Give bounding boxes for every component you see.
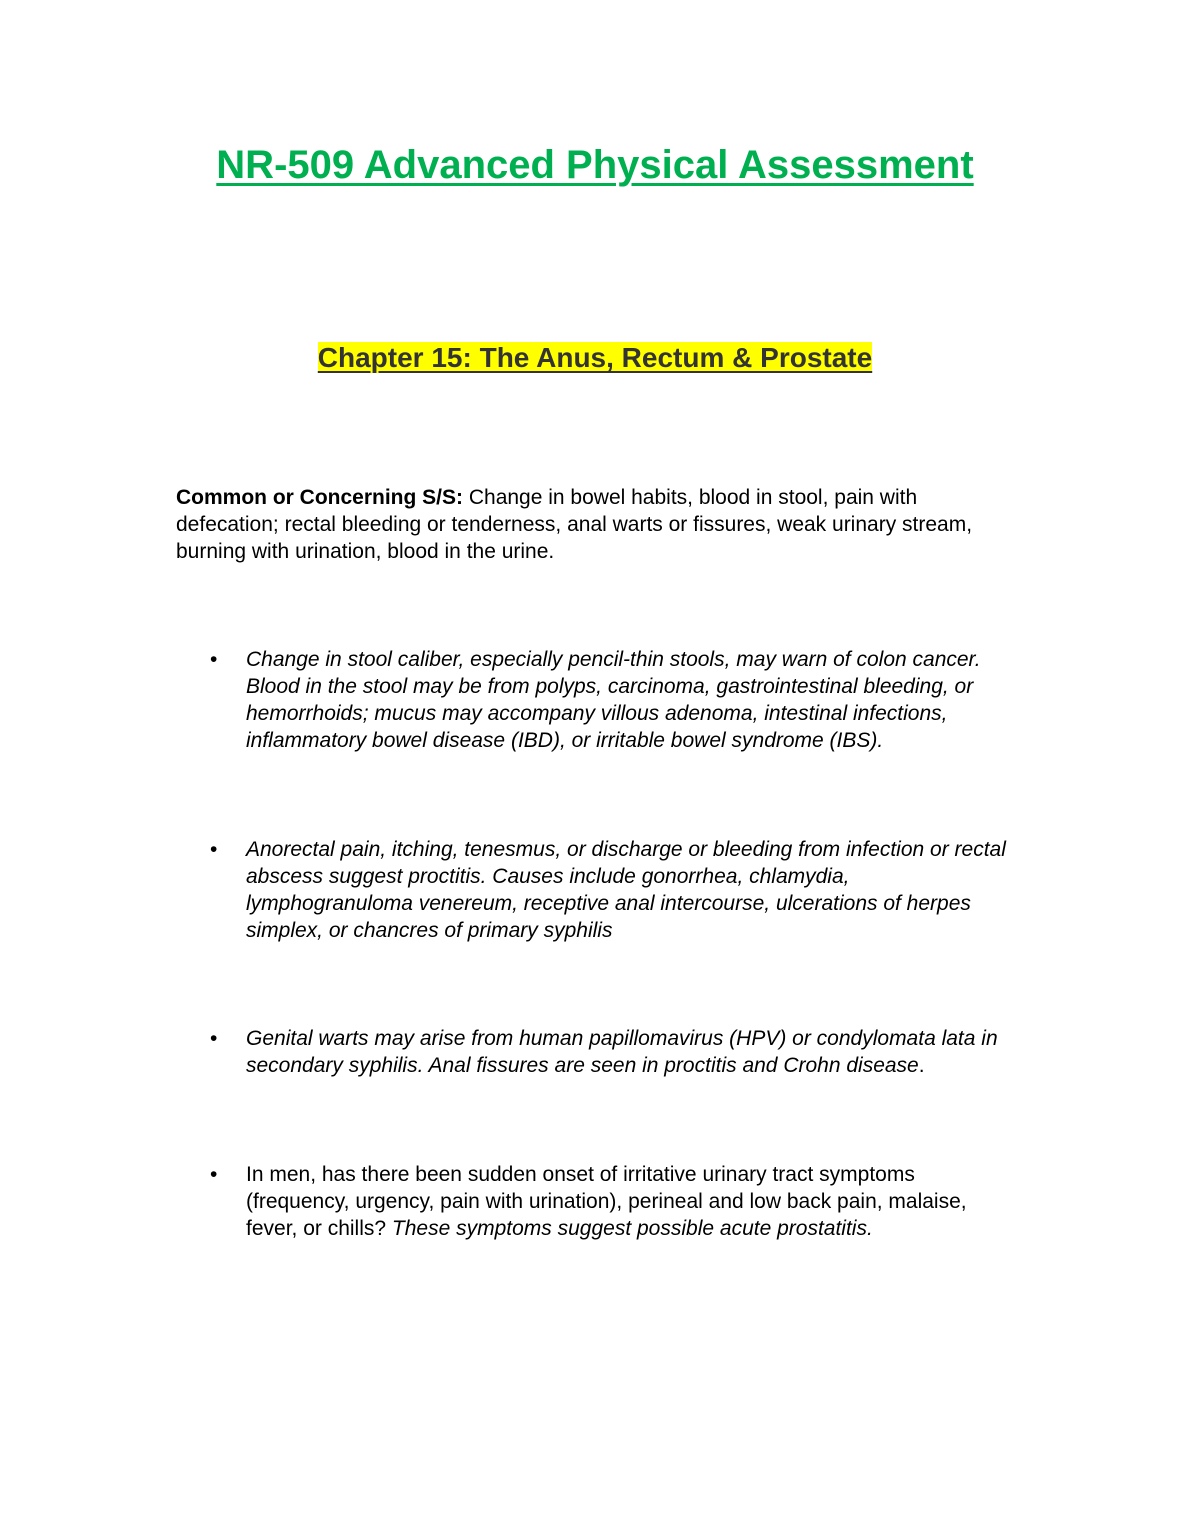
intro-text: Change in bowel habits, blood in stool, pain with defecation; rectal bleeding or tenderness, anal warts or fissures, weak urinary stream, burning with urination, blood in the urine. (176, 486, 973, 563)
bullet-dot-icon: • (210, 648, 218, 671)
bullet-item-genital-warts (210, 1025, 1020, 1079)
intro-label: Common or Concerning S/S: (176, 486, 464, 509)
bullet-item-stool-caliber (210, 646, 1020, 754)
bullet-text-plain: In men, has there been sudden onset of irritative urinary tract symptoms (frequency, urgency, pain with urination), perineal and low back pain, malaise, fever, or chills? (246, 1163, 967, 1240)
bullet-dot-icon: • (210, 1163, 218, 1186)
chapter-heading (0, 338, 1190, 378)
bullet-item-anorectal-pain (210, 836, 1020, 944)
bullet-text: Change in stool caliber, especially pencil-thin stools, may warn of colon cancer. Blood in the stool may be from polyps, carcinoma, gastrointestinal bleeding, or hemorrhoids; mucus may accompany villous adenoma, intestinal infections, inflammatory bowel disease (IBD), or irritable bowel syndrome (IBS). (246, 648, 981, 752)
bullet-text-italic: These symptoms suggest possible acute prostatitis. (391, 1217, 873, 1240)
document-title-text: NR-509 Advanced Physical Assessment (216, 143, 974, 187)
bullet-dot-icon: • (210, 838, 218, 861)
intro-paragraph (176, 484, 1016, 565)
bullet-text: Genital warts may arise from human papillomavirus (HPV) or condylomata lata in secondary syphilis. Anal fissures are seen in proctitis and Crohn disease (246, 1027, 998, 1077)
bullet-text-wrapper (246, 1025, 1020, 1079)
document-title (0, 138, 1190, 192)
bullet-text-wrapper (246, 1161, 1020, 1242)
bullet-item-acute-prostatitis (210, 1161, 1020, 1242)
bullet-dot-icon: • (210, 1027, 218, 1050)
bullet-text-trailing: . (918, 1054, 925, 1077)
bullet-text: Anorectal pain, itching, tenesmus, or discharge or bleeding from infection or rectal abscess suggest proctitis. Causes include gonorrhea, chlamydia, lymphogranuloma venereum, receptive anal intercourse, ulcerations of herpes simplex, or chancres of primary syphilis (246, 838, 1006, 942)
chapter-heading-text: Chapter 15: The Anus, Rectum & Prostate (317, 342, 873, 373)
